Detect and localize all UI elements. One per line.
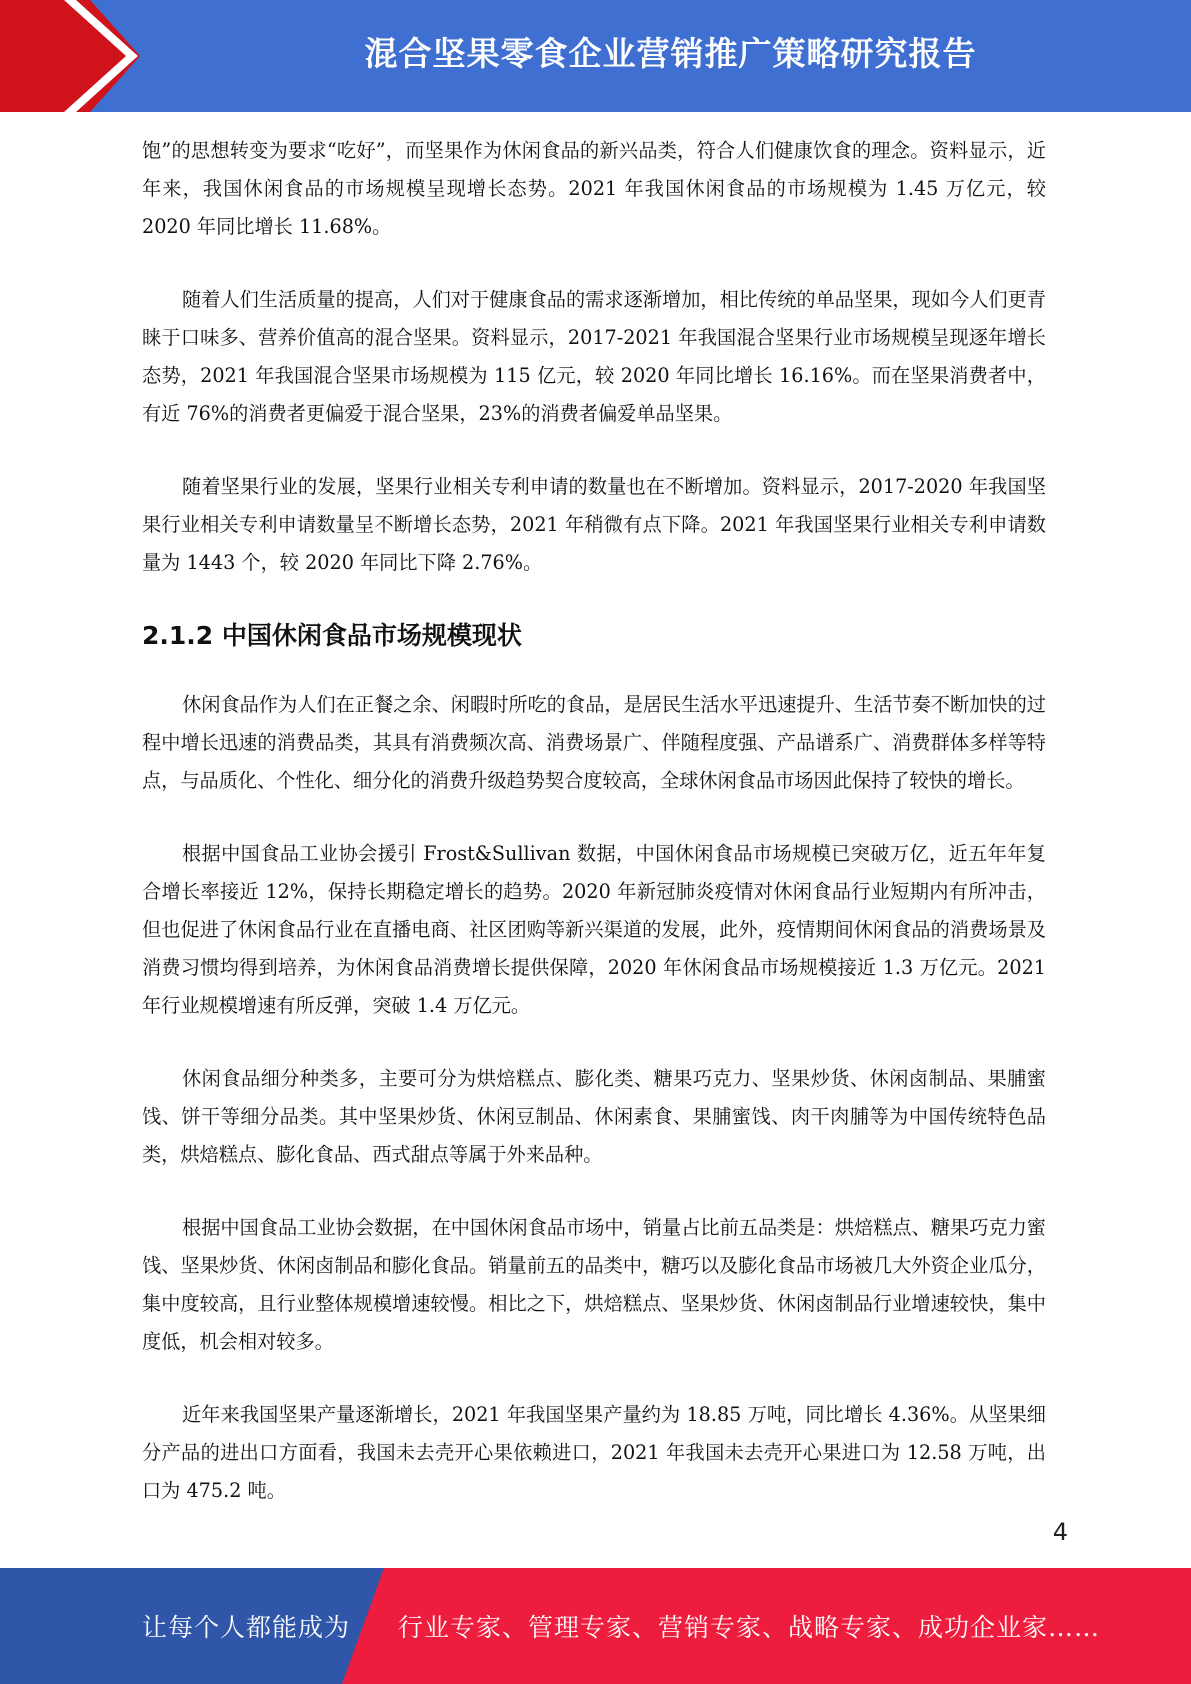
paragraph: 根据中国食品工业协会援引 Frost&Sullivan 数据，中国休闲食品市场规模已突破万亿，近五年年复合增长率接近 12%，保持长期稳定增长的趋势。2020 年新冠肺炎疫情对休闲食品行业短期内有所冲击，但也促进了休闲食品行业在直播电商、社区团购等新兴渠道的发展，此外，疫情期间休闲食品的消费场景及消费习惯均得到培养，为休闲食品消费增长提供保障，2020 年休闲食品市场规模接近 1.3 万亿元。2021 年行业规模增速有所反弹，突破 1.4 万亿元。 — [142, 842, 1046, 1017]
paragraph: 饱”的思想转变为要求“吃好”，而坚果作为休闲食品的新兴品类，符合人们健康饮食的理念。资料显示，近年来，我国休闲食品的市场规模呈现增长态势。2021 年我国休闲食品的市场规模为 1.45 万亿元，较 2020 年同比增长 11.68%。 — [142, 139, 1046, 238]
footer-slogan-right: 行业专家、管理专家、营销专家、战略专家、成功企业家…… — [398, 1613, 1101, 1642]
page-header — [0, 0, 1191, 112]
paragraph: 根据中国食品工业协会数据，在中国休闲食品市场中，销量占比前五品类是：烘焙糕点、糖果巧克力蜜饯、坚果炒货、休闲卤制品和膨化食品。销量前五的品类中，糖巧以及膨化食品市场被几大外资企业瓜分，集中度较高，且行业整体规模增速较慢。相比之下，烘焙糕点、坚果炒货、休闲卤制品行业增速较快，集中度低，机会相对较多。 — [142, 1216, 1046, 1353]
report-title: 混合坚果零食企业营销推广策略研究报告 — [364, 34, 977, 73]
paragraph: 随着人们生活质量的提高，人们对于健康食品的需求逐渐增加，相比传统的单品坚果，现如今人们更青睐于口味多、营养价值高的混合坚果。资料显示，2017-2021 年我国混合坚果行业市场规模呈现逐年增长态势，2021 年我国混合坚果市场规模为 115 亿元，较 2020 年同比增长 16.16%。而在坚果消费者中，有近 76%的消费者更偏爱于混合坚果，23%的消费者偏爱单品坚果。 — [142, 288, 1046, 425]
paragraph: 近年来我国坚果产量逐渐增长，2021 年我国坚果产量约为 18.85 万吨，同比增长 4.36%。从坚果细分产品的进出口方面看，我国未去壳开心果依赖进口，2021 年我国未去壳开心果进口为 12.58 万吨，出口为 475.2 吨。 — [142, 1403, 1046, 1502]
paragraph: 休闲食品细分种类多，主要可分为烘焙糕点、膨化类、糖果巧克力、坚果炒货、休闲卤制品、果脯蜜饯、饼干等细分品类。其中坚果炒货、休闲豆制品、休闲素食、果脯蜜饯、肉干肉脯等为中国传统特色品类，烘焙糕点、膨化食品、西式甜点等属于外来品种。 — [142, 1067, 1046, 1166]
document-body — [142, 132, 1046, 1510]
page-number: 4 — [1052, 1518, 1068, 1546]
footer-slogan-left: 让每个人都能成为 — [142, 1613, 351, 1642]
paragraph: 休闲食品作为人们在正餐之余、闲暇时所吃的食品，是居民生活水平迅速提升、生活节奏不断加快的过程中增长迅速的消费品类，其具有消费频次高、消费场景广、伴随程度强、产品谱系广、消费群体多样等特点，与品质化、个性化、细分化的消费升级趋势契合度较高，全球休闲食品市场因此保持了较快的增长。 — [142, 693, 1046, 792]
section-heading: 2.1.2 中国休闲食品市场规模现状 — [142, 621, 522, 650]
paragraph: 随着坚果行业的发展，坚果行业相关专利申请的数量也在不断增加。资料显示，2017-2020 年我国坚果行业相关专利申请数量呈不断增长态势，2021 年稍微有点下降。2021 年我国坚果行业相关专利申请数量为 1443 个，较 2020 年同比下降 2.76%。 — [142, 475, 1046, 574]
page-footer — [0, 1568, 1191, 1684]
header-red-arrow-decoration — [0, 0, 150, 112]
